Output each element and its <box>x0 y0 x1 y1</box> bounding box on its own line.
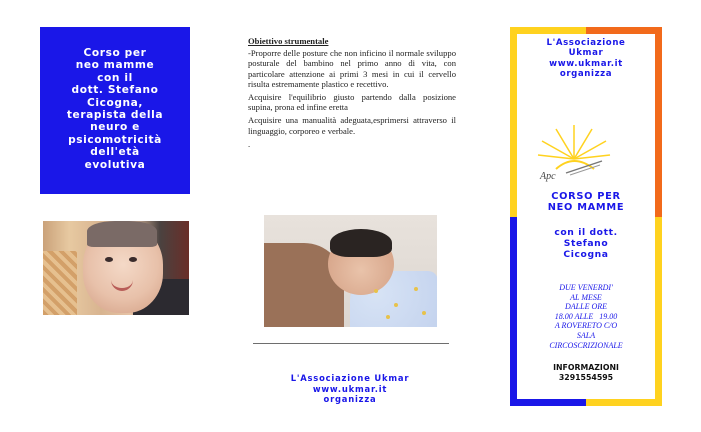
objective-paragraph: Acquisire l'equilibrio giusto partendo dalla posizione supina, prona ed infine eretta <box>248 92 456 113</box>
schedule-line: SALA <box>576 330 596 340</box>
header-line: organizza <box>559 69 613 80</box>
baby-cap <box>87 221 157 247</box>
info-label: INFORMAZIONI <box>553 363 619 372</box>
divider <box>253 343 449 344</box>
blanket <box>43 251 77 315</box>
title-line: dott. Stefano <box>71 84 159 97</box>
header-line: Ukmar <box>568 48 604 59</box>
header-line: www.ukmar.it <box>549 58 623 69</box>
schedule-line: DALLE ORE <box>565 302 607 312</box>
newborn-photo <box>264 215 437 327</box>
pattern-dot <box>414 287 418 291</box>
footer-line: www.ukmar.it <box>312 383 388 394</box>
eye <box>129 257 137 262</box>
pattern-dot <box>374 289 378 293</box>
contact-info <box>510 363 662 383</box>
title-line: terapista della <box>66 109 164 122</box>
logo-text: Apc <box>540 171 556 182</box>
course-title <box>510 191 662 213</box>
association-footer <box>250 373 450 405</box>
schedule-line: CIRCOSCRIZIONALE <box>549 340 623 350</box>
objective-paragraph: -Proporre delle posture che non inficino il normale sviluppo posturale del bambino nel primo anno di vita, con particolare attenzione ai primi 3 mesi in cui il cervello risulta estremamente plastico e recettivo. <box>248 48 456 89</box>
pattern-dot <box>394 303 398 307</box>
course-title-box <box>40 27 190 194</box>
schedule-line: 18.00 ALLE 19.00 <box>554 311 618 321</box>
eye <box>105 257 113 262</box>
smiling-baby-photo <box>43 221 189 315</box>
objective-paragraph: . <box>248 138 251 149</box>
title-line: Corso per <box>83 47 147 59</box>
title-line: psicomotricità <box>68 133 162 146</box>
footer-line: L'Associazione Ukmar <box>290 373 410 383</box>
cover-panel <box>510 27 662 406</box>
course-instructor <box>510 227 662 260</box>
title-line: NEO MAMME <box>547 202 625 213</box>
objective-section <box>248 36 456 152</box>
subtitle-line: Stefano <box>563 238 609 249</box>
title-line: CORSO PER <box>551 191 621 202</box>
schedule-line: AL MESE <box>570 292 602 302</box>
title-line: dell'età <box>90 146 140 159</box>
sun-logo-icon <box>536 119 612 179</box>
subtitle-line: Cicogna <box>563 249 609 260</box>
schedule-line: A ROVERETO C/O <box>554 321 618 331</box>
objective-paragraph: Acquisire una manualità adeguata,esprimersi attraverso il linguaggio, corporeo e verbale. <box>248 115 456 136</box>
title-line: evolutiva <box>84 158 146 171</box>
baby-hair <box>330 229 392 257</box>
subtitle-line: con il dott. <box>554 227 618 238</box>
phone-number: 3291554595 <box>558 373 614 382</box>
pattern-dot <box>422 311 426 315</box>
title-line: con il <box>97 71 133 84</box>
association-header <box>510 38 662 80</box>
schedule-line: DUE VENERDI' <box>559 283 613 292</box>
objective-heading: Obiettivo strumentale <box>248 36 329 46</box>
title-line: Cicogna, <box>86 96 144 109</box>
pattern-dot <box>386 315 390 319</box>
schedule-info <box>510 283 662 350</box>
title-line: neo mamme <box>75 59 155 72</box>
header-line: L'Associazione <box>546 38 626 48</box>
title-line: neuro e <box>90 121 140 134</box>
footer-line: organizza <box>323 394 377 405</box>
